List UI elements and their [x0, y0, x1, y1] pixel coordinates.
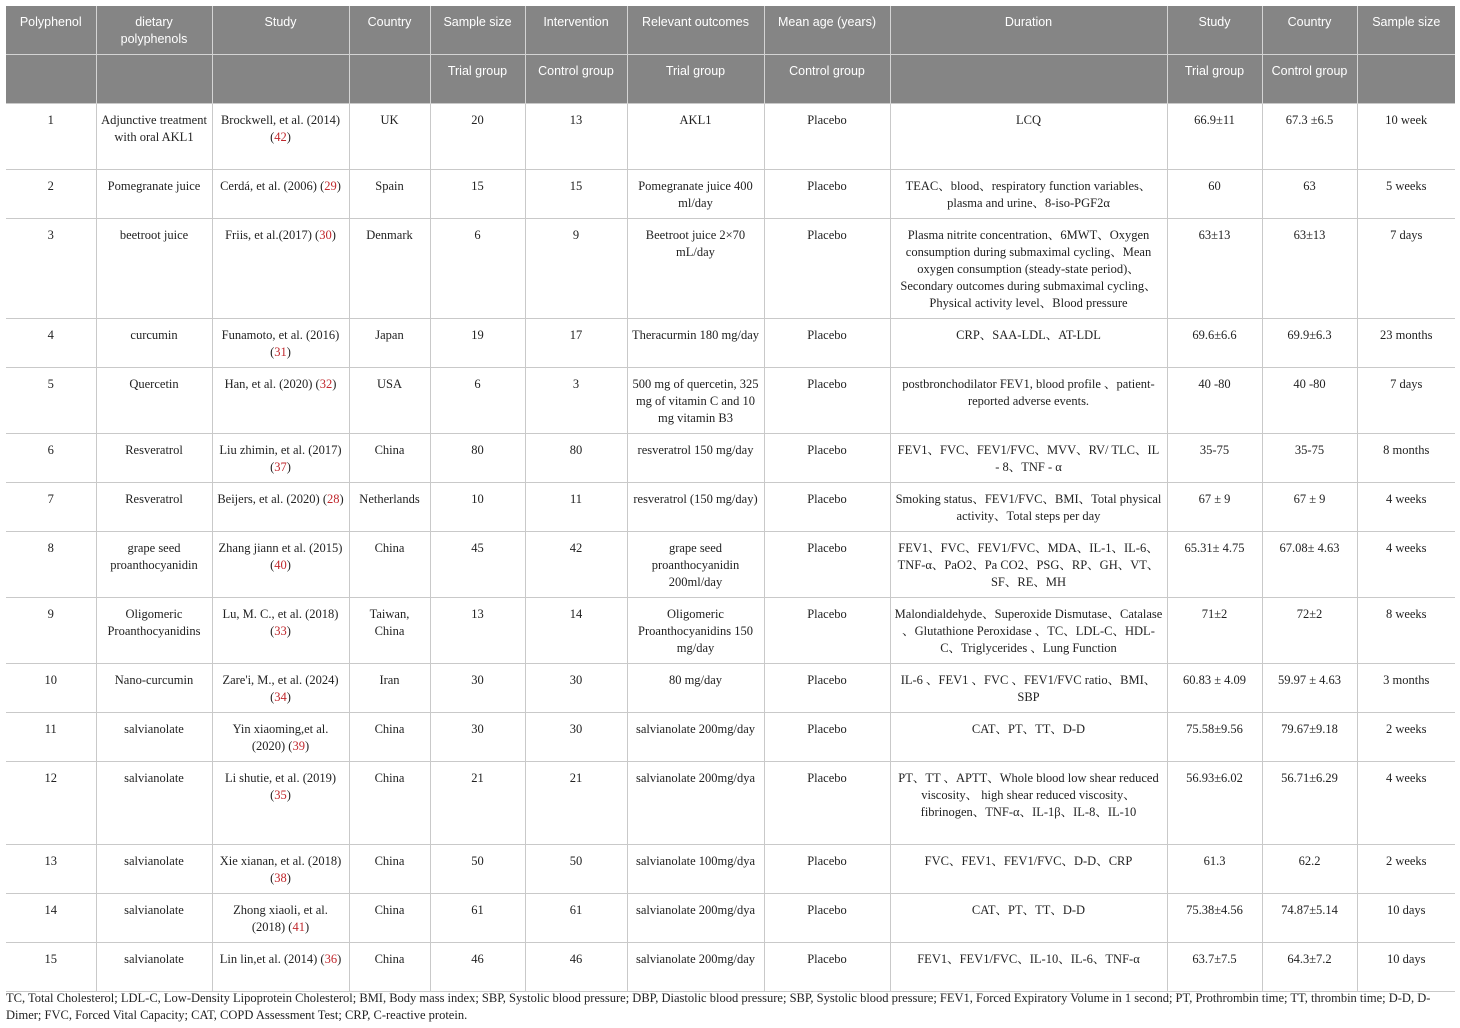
- subheader-cell: [1357, 54, 1455, 103]
- cell-duration: 7 days: [1357, 367, 1455, 433]
- cell-control-n: 15: [525, 169, 627, 218]
- cell-control: Placebo: [764, 663, 890, 712]
- cell-duration: 5 weeks: [1357, 169, 1455, 218]
- cell-country: China: [349, 844, 430, 893]
- table-row: [6, 893, 1455, 942]
- cell-study: Zare'i, M., et al. (2024) (34): [212, 663, 349, 712]
- reference-link[interactable]: 32: [319, 376, 333, 391]
- cell-trial-n: 19: [430, 318, 525, 367]
- study-citation: Cerdá, et al. (2006): [220, 178, 317, 193]
- cell-control: Placebo: [764, 531, 890, 597]
- header-cell: Sample size: [1357, 6, 1455, 54]
- subheader-cell: [890, 54, 1167, 103]
- cell-polyphenol: Nano-curcumin: [96, 663, 212, 712]
- cell-study: Lu, M. C., et al. (2018) (33): [212, 597, 349, 663]
- subheader-cell: Control group: [1262, 54, 1357, 103]
- cell-duration: 10 days: [1357, 942, 1455, 991]
- table-row: [6, 318, 1455, 367]
- study-citation: Zhong xiaoli, et al. (2018): [233, 902, 328, 934]
- cell-age-trial: 63±13: [1167, 218, 1262, 318]
- cell-trial-n: 30: [430, 663, 525, 712]
- table-row: [6, 103, 1455, 169]
- cell-intervention: 80 mg/day: [627, 663, 764, 712]
- cell-age-trial: 71±2: [1167, 597, 1262, 663]
- cell-study: Beijers, et al. (2020) (28): [212, 482, 349, 531]
- cell-intervention: Pomegranate juice 400 ml/day: [627, 169, 764, 218]
- reference-link[interactable]: 36: [324, 951, 338, 966]
- cell-country: China: [349, 712, 430, 761]
- cell-country: UK: [349, 103, 430, 169]
- cell-country: Denmark: [349, 218, 430, 318]
- cell-control: Placebo: [764, 942, 890, 991]
- table-row: [6, 218, 1455, 318]
- cell-outcomes: CAT、PT、TT、D-D: [890, 893, 1167, 942]
- cell-trial-n: 6: [430, 218, 525, 318]
- cell-duration: 2 weeks: [1357, 712, 1455, 761]
- cell-polyphenol: Pomegranate juice: [96, 169, 212, 218]
- reference-link[interactable]: 42: [274, 129, 287, 144]
- cell-age-trial: 56.93±6.02: [1167, 761, 1262, 844]
- cell-outcomes: Plasma nitrite concentration、6MWT、Oxygen consumption during submaximal cycling、Mean oxygen consumption (steady-state period)、Secondary outcomes during submaximal cycling、Physical activity level、Blood pressure: [890, 218, 1167, 318]
- cell-duration: 4 weeks: [1357, 482, 1455, 531]
- cell-num: 12: [6, 761, 96, 844]
- cell-age-control: 67.08± 4.63: [1262, 531, 1357, 597]
- study-citation: Xie xianan, et al. (2018): [219, 853, 342, 868]
- reference-link[interactable]: 33: [274, 623, 287, 638]
- study-citation: Brockwell, et al. (2014): [220, 112, 341, 127]
- study-citation: Zhang jiann et al. (2015): [218, 540, 343, 555]
- cell-duration: 23 months: [1357, 318, 1455, 367]
- reference-link[interactable]: 40: [274, 557, 287, 572]
- cell-outcomes: Malondialdehyde、Superoxide Dismutase、Catalase 、Glutathione Peroxidase 、TC、LDL-C、HDL-C、Triglycerides 、Lung Function: [890, 597, 1167, 663]
- cell-polyphenol: grape seed proanthocyanidin: [96, 531, 212, 597]
- subheader-cell: Trial group: [627, 54, 764, 103]
- cell-age-control: 56.71±6.29: [1262, 761, 1357, 844]
- study-citation: Li shutie, et al. (2019): [224, 770, 337, 785]
- cell-control-n: 30: [525, 663, 627, 712]
- cell-study: Liu zhimin, et al. (2017) (37): [212, 433, 349, 482]
- cell-num: 9: [6, 597, 96, 663]
- cell-age-control: 64.3±7.2: [1262, 942, 1357, 991]
- cell-polyphenol: curcumin: [96, 318, 212, 367]
- cell-outcomes: LCQ: [890, 103, 1167, 169]
- cell-age-control: 74.87±5.14: [1262, 893, 1357, 942]
- table-row: [6, 482, 1455, 531]
- cell-study: Zhang jiann et al. (2015) (40): [212, 531, 349, 597]
- cell-study: Han, et al. (2020) (32): [212, 367, 349, 433]
- cell-age-trial: 60.83 ± 4.09: [1167, 663, 1262, 712]
- cell-trial-n: 13: [430, 597, 525, 663]
- cell-country: China: [349, 531, 430, 597]
- table-row: [6, 712, 1455, 761]
- cell-age-control: 67 ± 9: [1262, 482, 1357, 531]
- table-container: [6, 6, 1455, 992]
- cell-outcomes: FEV1、FEV1/FVC、IL-10、IL-6、TNF-α: [890, 942, 1167, 991]
- cell-study: Zhong xiaoli, et al. (2018) (41): [212, 893, 349, 942]
- cell-control: Placebo: [764, 844, 890, 893]
- cell-outcomes: IL-6 、FEV1 、FVC 、FEV1/FVC ratio、BMI、SBP: [890, 663, 1167, 712]
- cell-country: China: [349, 433, 430, 482]
- table-row: [6, 169, 1455, 218]
- cell-control: Placebo: [764, 367, 890, 433]
- reference-link[interactable]: 34: [274, 689, 287, 704]
- header-cell: Study: [212, 6, 349, 54]
- cell-control-n: 46: [525, 942, 627, 991]
- cell-outcomes: FEV1、FVC、FEV1/FVC、MDA、IL-1、IL-6、TNF-α、PaO2、Pa CO2、PSG、RP、GH、VT、SF、RE、MH: [890, 531, 1167, 597]
- cell-age-control: 59.97 ± 4.63: [1262, 663, 1357, 712]
- header-row-2: [6, 54, 1455, 103]
- study-citation: Liu zhimin, et al. (2017): [219, 442, 342, 457]
- cell-num: 15: [6, 942, 96, 991]
- cell-polyphenol: Quercetin: [96, 367, 212, 433]
- cell-duration: 2 weeks: [1357, 844, 1455, 893]
- table-body: [6, 103, 1455, 991]
- cell-trial-n: 20: [430, 103, 525, 169]
- cell-control: Placebo: [764, 433, 890, 482]
- cell-country: China: [349, 942, 430, 991]
- cell-trial-n: 45: [430, 531, 525, 597]
- subheader-cell: Trial group: [1167, 54, 1262, 103]
- cell-trial-n: 30: [430, 712, 525, 761]
- cell-country: Spain: [349, 169, 430, 218]
- cell-control-n: 50: [525, 844, 627, 893]
- cell-study: Yin xiaoming,et al. (2020) (39): [212, 712, 349, 761]
- table-row: [6, 761, 1455, 844]
- cell-country: China: [349, 893, 430, 942]
- subheader-cell: Control group: [764, 54, 890, 103]
- cell-duration: 10 week: [1357, 103, 1455, 169]
- cell-polyphenol: salvianolate: [96, 712, 212, 761]
- header-cell: Duration: [890, 6, 1167, 54]
- table-row: [6, 597, 1455, 663]
- subheader-cell: [349, 54, 430, 103]
- cell-study: Funamoto, et al. (2016) (31): [212, 318, 349, 367]
- table-row: [6, 844, 1455, 893]
- cell-age-control: 67.3 ±6.5: [1262, 103, 1357, 169]
- cell-country: Japan: [349, 318, 430, 367]
- cell-polyphenol: Adjunctive treatment with oral AKL1: [96, 103, 212, 169]
- cell-age-control: 35-75: [1262, 433, 1357, 482]
- table-row: [6, 531, 1455, 597]
- cell-study: Xie xianan, et al. (2018) (38): [212, 844, 349, 893]
- cell-control-n: 11: [525, 482, 627, 531]
- cell-num: 2: [6, 169, 96, 218]
- cell-num: 8: [6, 531, 96, 597]
- cell-study: Friis, et al.(2017) (30): [212, 218, 349, 318]
- cell-intervention: 500 mg of quercetin, 325 mg of vitamin C and 10 mg vitamin B3: [627, 367, 764, 433]
- cell-outcomes: Smoking status、FEV1/FVC、BMI、Total physical activity、Total steps per day: [890, 482, 1167, 531]
- cell-num: 3: [6, 218, 96, 318]
- cell-trial-n: 61: [430, 893, 525, 942]
- header-cell: Intervention: [525, 6, 627, 54]
- cell-intervention: resveratrol (150 mg/day): [627, 482, 764, 531]
- cell-age-trial: 63.7±7.5: [1167, 942, 1262, 991]
- cell-trial-n: 50: [430, 844, 525, 893]
- reference-link[interactable]: 30: [319, 227, 332, 242]
- study-citation: Lin lin,et al. (2014): [219, 951, 318, 966]
- cell-trial-n: 80: [430, 433, 525, 482]
- header-row-1: [6, 6, 1455, 54]
- header-cell: Country: [1262, 6, 1357, 54]
- cell-outcomes: CAT、PT、TT、D-D: [890, 712, 1167, 761]
- cell-control-n: 30: [525, 712, 627, 761]
- table-row: [6, 663, 1455, 712]
- study-citation: Zare'i, M., et al. (2024): [222, 672, 339, 687]
- cell-num: 14: [6, 893, 96, 942]
- cell-control-n: 80: [525, 433, 627, 482]
- reference-link[interactable]: 29: [324, 178, 337, 193]
- cell-control: Placebo: [764, 482, 890, 531]
- cell-duration: 10 days: [1357, 893, 1455, 942]
- reference-link[interactable]: 38: [274, 870, 287, 885]
- study-citation: Yin xiaoming,et al. (2020): [232, 721, 329, 753]
- cell-intervention: salvianolate 200mg/dya: [627, 893, 764, 942]
- cell-num: 10: [6, 663, 96, 712]
- cell-age-trial: 40 -80: [1167, 367, 1262, 433]
- cell-outcomes: PT、TT 、APTT、Whole blood low shear reduced viscosity、 high shear reduced viscosity、 fibrinogen、TNF-α、IL-1β、IL-8、IL-10: [890, 761, 1167, 844]
- cell-age-trial: 69.6±6.6: [1167, 318, 1262, 367]
- cell-control: Placebo: [764, 893, 890, 942]
- cell-control-n: 42: [525, 531, 627, 597]
- cell-polyphenol: salvianolate: [96, 942, 212, 991]
- cell-age-control: 63: [1262, 169, 1357, 218]
- cell-polyphenol: salvianolate: [96, 844, 212, 893]
- study-citation: Lu, M. C., et al. (2018): [222, 606, 339, 621]
- cell-trial-n: 46: [430, 942, 525, 991]
- table-row: [6, 367, 1455, 433]
- cell-intervention: salvianolate 100mg/dya: [627, 844, 764, 893]
- cell-num: 6: [6, 433, 96, 482]
- subheader-cell: [212, 54, 349, 103]
- cell-age-control: 63±13: [1262, 218, 1357, 318]
- cell-intervention: salvianolate 200mg/dya: [627, 761, 764, 844]
- cell-age-trial: 35-75: [1167, 433, 1262, 482]
- cell-age-trial: 75.58±9.56: [1167, 712, 1262, 761]
- cell-trial-n: 6: [430, 367, 525, 433]
- cell-polyphenol: Resveratrol: [96, 482, 212, 531]
- subheader-cell: Trial group: [430, 54, 525, 103]
- cell-control-n: 14: [525, 597, 627, 663]
- cell-control: Placebo: [764, 761, 890, 844]
- cell-control-n: 21: [525, 761, 627, 844]
- cell-age-trial: 66.9±11: [1167, 103, 1262, 169]
- cell-control: Placebo: [764, 218, 890, 318]
- cell-age-trial: 65.31± 4.75: [1167, 531, 1262, 597]
- cell-intervention: Beetroot juice 2×70 mL/day: [627, 218, 764, 318]
- cell-country: USA: [349, 367, 430, 433]
- study-table: [6, 6, 1455, 992]
- cell-control: Placebo: [764, 103, 890, 169]
- cell-duration: 3 months: [1357, 663, 1455, 712]
- reference-link[interactable]: 41: [292, 919, 305, 934]
- header-cell: dietary polyphenols: [96, 6, 212, 54]
- cell-age-control: 62.2: [1262, 844, 1357, 893]
- table-footnote: TC, Total Cholesterol; LDL-C, Low-Density Lipoprotein Cholesterol; BMI, Body mass index; SBP, Systolic blood pressure; DBP, Diastolic blood pressure; SBP, Systolic blood pressure; FEV1, Forced Expiratory Volume in 1 second; PT, Prothrombin time; TT, thrombin time; D-D, D-Dimer; FVC, Forced Vital Capacity; CAT, COPD Assessment Test; CRP, C-reactive protein.: [6, 991, 1431, 1022]
- cell-age-control: 79.67±9.18: [1262, 712, 1357, 761]
- cell-control: Placebo: [764, 169, 890, 218]
- cell-intervention: Theracurmin 180 mg/day: [627, 318, 764, 367]
- header-cell: Country: [349, 6, 430, 54]
- cell-control-n: 17: [525, 318, 627, 367]
- reference-link[interactable]: 39: [292, 738, 305, 753]
- cell-polyphenol: Resveratrol: [96, 433, 212, 482]
- cell-country: China: [349, 761, 430, 844]
- cell-polyphenol: Oligomeric Proanthocyanidins: [96, 597, 212, 663]
- cell-country: Taiwan, China: [349, 597, 430, 663]
- cell-intervention: salvianolate 200mg/day: [627, 712, 764, 761]
- reference-link[interactable]: 35: [274, 787, 287, 802]
- table-row: [6, 942, 1455, 991]
- cell-num: 7: [6, 482, 96, 531]
- header-cell: Relevant outcomes: [627, 6, 764, 54]
- cell-polyphenol: salvianolate: [96, 893, 212, 942]
- cell-age-trial: 67 ± 9: [1167, 482, 1262, 531]
- cell-polyphenol: salvianolate: [96, 761, 212, 844]
- cell-study: Brockwell, et al. (2014) (42): [212, 103, 349, 169]
- cell-polyphenol: beetroot juice: [96, 218, 212, 318]
- cell-country: Netherlands: [349, 482, 430, 531]
- cell-control-n: 61: [525, 893, 627, 942]
- cell-duration: 4 weeks: [1357, 761, 1455, 844]
- cell-intervention: salvianolate 200mg/day: [627, 942, 764, 991]
- reference-link[interactable]: 37: [274, 459, 287, 474]
- cell-control: Placebo: [764, 597, 890, 663]
- cell-intervention: AKL1: [627, 103, 764, 169]
- header-cell: Mean age (years): [764, 6, 890, 54]
- cell-num: 13: [6, 844, 96, 893]
- cell-study: Li shutie, et al. (2019) (35): [212, 761, 349, 844]
- cell-outcomes: FEV1、FVC、FEV1/FVC、MVV、RV/ TLC、IL - 8、TNF - α: [890, 433, 1167, 482]
- cell-duration: 8 weeks: [1357, 597, 1455, 663]
- header-cell: Study: [1167, 6, 1262, 54]
- study-citation: Friis, et al.(2017): [225, 227, 312, 242]
- cell-outcomes: CRP、SAA-LDL、AT-LDL: [890, 318, 1167, 367]
- cell-age-trial: 75.38±4.56: [1167, 893, 1262, 942]
- cell-country: Iran: [349, 663, 430, 712]
- cell-trial-n: 21: [430, 761, 525, 844]
- header-cell: Polyphenol: [6, 6, 96, 54]
- cell-outcomes: postbronchodilator FEV1, blood profile 、patient-reported adverse events.: [890, 367, 1167, 433]
- study-citation: Han, et al. (2020): [224, 376, 313, 391]
- cell-duration: 4 weeks: [1357, 531, 1455, 597]
- cell-age-trial: 60: [1167, 169, 1262, 218]
- cell-control-n: 9: [525, 218, 627, 318]
- cell-study: Cerdá, et al. (2006) (29): [212, 169, 349, 218]
- cell-age-control: 69.9±6.3: [1262, 318, 1357, 367]
- subheader-cell: [96, 54, 212, 103]
- cell-num: 1: [6, 103, 96, 169]
- cell-intervention: grape seed proanthocyanidin 200ml/day: [627, 531, 764, 597]
- cell-duration: 8 months: [1357, 433, 1455, 482]
- header-cell: Sample size: [430, 6, 525, 54]
- cell-intervention: resveratrol 150 mg/day: [627, 433, 764, 482]
- reference-link[interactable]: 31: [274, 344, 287, 359]
- table-header: [6, 6, 1455, 103]
- cell-age-trial: 61.3: [1167, 844, 1262, 893]
- cell-trial-n: 10: [430, 482, 525, 531]
- cell-control-n: 3: [525, 367, 627, 433]
- reference-link[interactable]: 28: [327, 491, 340, 506]
- cell-outcomes: TEAC、blood、respiratory function variables、plasma and urine、8-iso-PGF2α: [890, 169, 1167, 218]
- study-citation: Beijers, et al. (2020): [217, 491, 320, 506]
- cell-duration: 7 days: [1357, 218, 1455, 318]
- study-citation: Funamoto, et al. (2016): [221, 327, 340, 342]
- cell-age-control: 72±2: [1262, 597, 1357, 663]
- cell-trial-n: 15: [430, 169, 525, 218]
- cell-study: Lin lin,et al. (2014) (36): [212, 942, 349, 991]
- cell-intervention: Oligomeric Proanthocyanidins 150 mg/day: [627, 597, 764, 663]
- table-row: [6, 433, 1455, 482]
- cell-control: Placebo: [764, 712, 890, 761]
- cell-num: 5: [6, 367, 96, 433]
- cell-control: Placebo: [764, 318, 890, 367]
- cell-num: 11: [6, 712, 96, 761]
- cell-num: 4: [6, 318, 96, 367]
- subheader-cell: [6, 54, 96, 103]
- cell-outcomes: FVC、FEV1、FEV1/FVC、D-D、CRP: [890, 844, 1167, 893]
- subheader-cell: Control group: [525, 54, 627, 103]
- cell-control-n: 13: [525, 103, 627, 169]
- cell-age-control: 40 -80: [1262, 367, 1357, 433]
